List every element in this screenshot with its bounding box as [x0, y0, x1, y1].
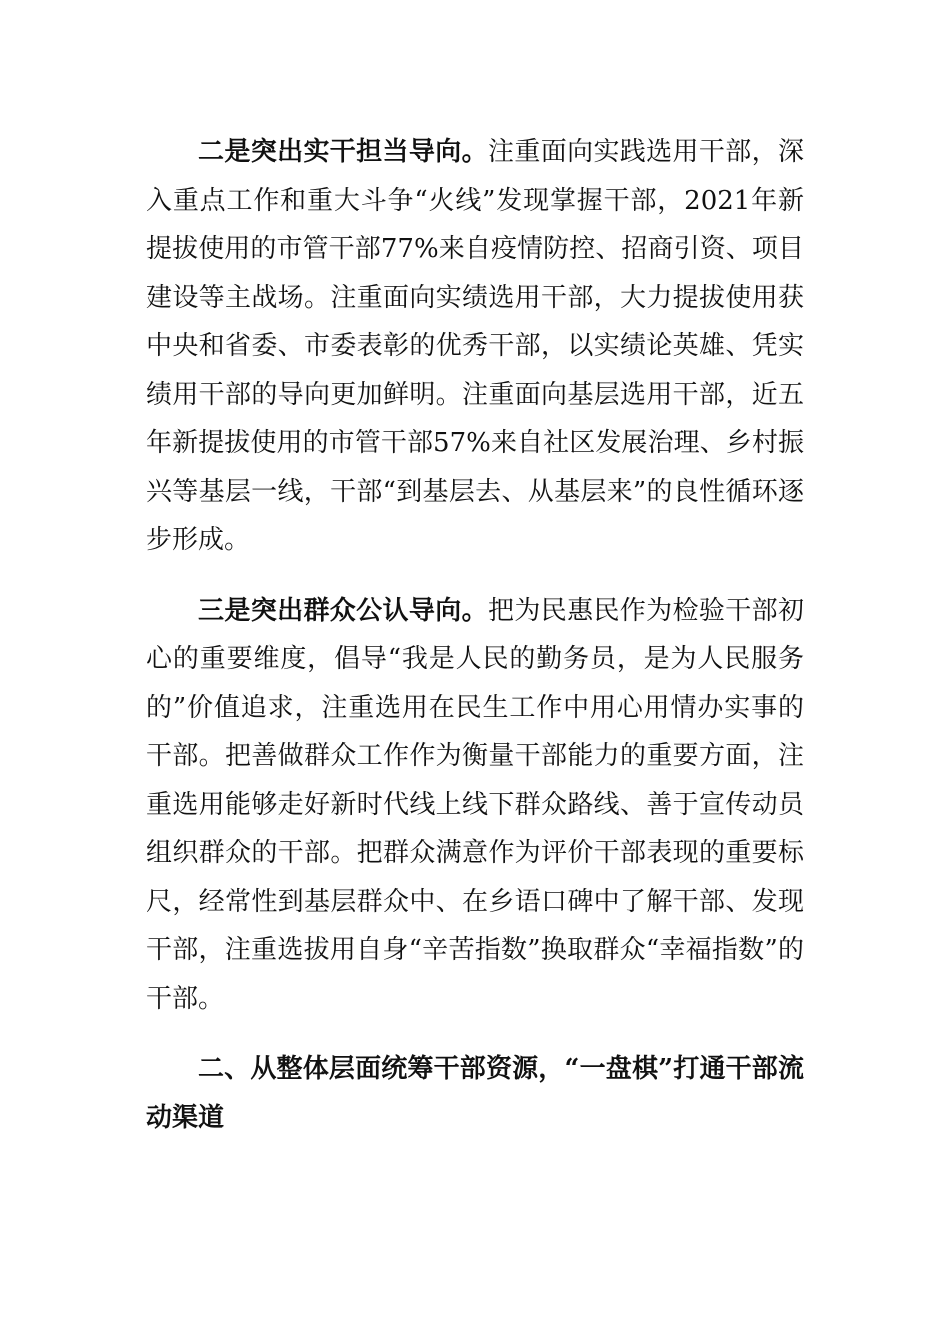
paragraph-public-recognition: [146, 587, 804, 1024]
paragraph-lead: 三是突出群众公认导向。: [198, 595, 488, 626]
paragraph-lead: 二是突出实干担当导向。: [198, 137, 488, 167]
document-body: [146, 128, 804, 1142]
section-heading: 二、从整体层面统筹干部资源，“一盘棋”打通干部流动渠道: [146, 1054, 804, 1133]
paragraph-body: 注重面向实践选用干部，深入重点工作和重大斗争“火线”发现掌握干部，2021年新提拔使用的市管干部77%来自疫情防控、招商引资、项目建设等主战场。注重面向实绩选用干部，大力提拔使用获中央和省委、市委表彰的优秀干部，以实绩论英雄、凭实绩用干部的导向更加鲜明。注重面向基层选用干部，近五年新提拔使用的市管干部57%来自社区发展治理、乡村振兴等基层一线，干部“到基层去、从基层来”的良性循环逐步形成。: [146, 137, 804, 555]
paragraph-body: 把为民惠民作为检验干部初心的重要维度，倡导“我是人民的勤务员，是为人民服务的”价值追求，注重选用在民生工作中用心用情办实事的干部。把善做群众工作作为衡量干部能力的重要方面，注重选用能够走好新时代线上线下群众路线、善于宣传动员组织群众的干部。把群众满意作为评价干部表现的重要标尺，经常性到基层群众中、在乡语口碑中了解干部、发现干部，注重选拔用自身“辛苦指数”换取群众“幸福指数”的干部。: [146, 595, 804, 1014]
paragraph-cadre-practice: [146, 128, 804, 565]
